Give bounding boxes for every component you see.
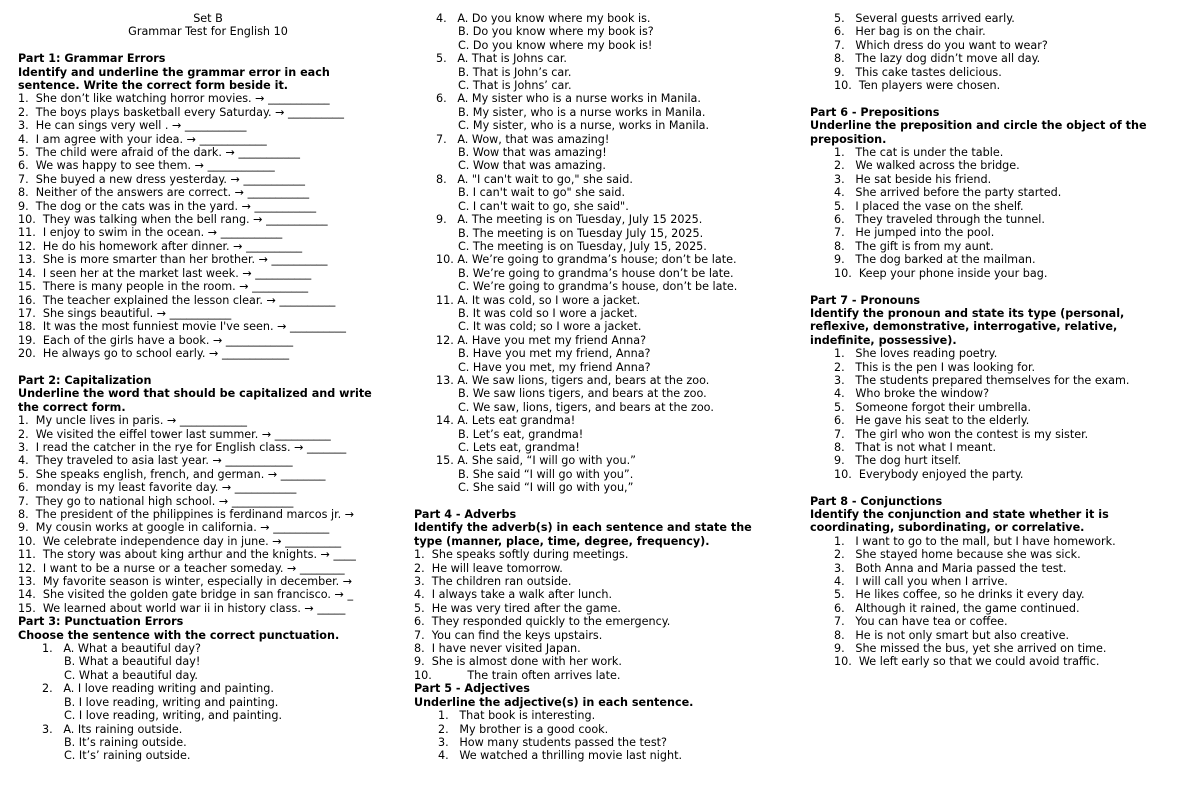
list-item: 4. I am agree with your idea. → ____________ [18, 132, 267, 146]
question-option: B. We’re going to grandma’s house don’t be late. [458, 266, 734, 280]
list-item: 2. My brother is a good cook. [438, 722, 609, 736]
part8-list [810, 535, 1190, 669]
list-item: 3. He can sings very well . → ___________ [18, 119, 247, 133]
part8-instruction-cont: coordinating, subordinating, or correlative. [810, 521, 1085, 535]
question-option: 14. A. Lets eat grandma! [436, 414, 576, 428]
question-option: B. It was cold so I wore a jacket. [458, 306, 638, 320]
list-item: 7. The girl who won the contest is my sister. [834, 427, 1089, 441]
list-item: 17. She sings beautiful. → ___________ [18, 306, 232, 320]
list-item: 2. He will leave tomorrow. [414, 561, 563, 575]
part3-heading: Part 3: Punctuation Errors [18, 615, 184, 629]
part2-instruction: Underline the word that should be capitalized and write [18, 387, 372, 401]
list-item: 7. Which dress do you want to wear? [834, 38, 1048, 52]
question-option: B. The meeting is on Tuesday July 15, 2025. [458, 226, 704, 240]
list-item: 10. Ten players were chosen. [834, 79, 1001, 93]
part4-list [414, 548, 799, 682]
part3-list-b [414, 12, 799, 495]
list-item: 10. We celebrate independence day in june. → __________ [18, 534, 342, 548]
question-option: C. Have you met, my friend Anna? [458, 360, 651, 374]
part2-heading: Part 2: Capitalization [18, 373, 152, 387]
list-item: 2. She stayed home because she was sick. [834, 548, 1081, 562]
list-item: 7. You can find the keys upstairs. [414, 628, 603, 642]
question-option: B. What a beautiful day! [64, 655, 201, 669]
part7-instruction: Identify the pronoun and state its type (personal, [810, 306, 1125, 320]
list-item: 6. They responded quickly to the emergency. [414, 615, 671, 629]
part8-instruction: Identify the conjunction and state whether it is [810, 507, 1109, 521]
list-item: 3. How many students passed the test? [438, 735, 667, 749]
part3-list-a [18, 642, 398, 763]
question-option: C. I can't wait to go, she said". [458, 199, 629, 213]
column-2 [414, 12, 799, 763]
list-item: 6. monday is my least favorite day. → ___________ [18, 481, 297, 495]
list-item: 5. She speaks english, french, and german. → ________ [18, 467, 326, 481]
list-item: 1. The cat is under the table. [834, 146, 1004, 160]
list-item: 10. The train often arrives late. [414, 668, 621, 682]
list-item: 12. He do his homework after dinner. → __________ [18, 239, 303, 253]
part5-heading: Part 5 - Adjectives [414, 682, 530, 696]
question-option: B. Let’s eat, grandma! [458, 427, 584, 441]
part4-instruction-cont: type (manner, place, time, degree, frequency). [414, 534, 710, 548]
list-item: 6. Although it rained, the game continued. [834, 601, 1080, 615]
part4-instruction: Identify the adverb(s) in each sentence and state the [414, 521, 752, 535]
list-item: 16. The teacher explained the lesson clear. → __________ [18, 293, 336, 307]
question-option: C. She said “I will go with you,” [458, 481, 634, 495]
question-option: C. Do you know where my book is! [458, 38, 653, 52]
part1-heading: Part 1: Grammar Errors [18, 52, 166, 66]
list-item: 2. The boys plays basketball every Saturday. → __________ [18, 105, 344, 119]
question-option: C. I love reading, writing, and painting. [64, 709, 283, 723]
list-item: 10. Everybody enjoyed the party. [834, 467, 1024, 481]
list-item: 11. I enjoy to swim in the ocean. → ___________ [18, 226, 283, 240]
list-item: 14. She visited the golden gate bridge in san francisco. → _ [18, 588, 354, 602]
question-option: B. It’s raining outside. [64, 735, 187, 749]
list-item: 1. That book is interesting. [438, 709, 596, 723]
question-option: B. Have you met my friend, Anna? [458, 347, 651, 361]
question-option: C. We saw, lions, tigers, and bears at the zoo. [458, 400, 714, 414]
question-option: 4. A. Do you know where my book is. [436, 12, 651, 25]
list-item: 19. Each of the girls have a book. → ____________ [18, 333, 294, 347]
part2-instruction-cont: the correct form. [18, 400, 126, 414]
question-option: B. I love reading, writing and painting. [64, 695, 279, 709]
part5-list-b [810, 12, 1190, 92]
list-item: 9. She missed the bus, yet she arrived on time. [834, 642, 1107, 656]
list-item: 4. Who broke the window? [834, 387, 990, 401]
list-item: 1. I want to go to the mall, but I have homework. [834, 534, 1116, 548]
list-item: 7. He jumped into the pool. [834, 226, 995, 240]
list-item: 5. He likes coffee, so he drinks it every day. [834, 588, 1085, 602]
question-option: B. That is John’s car. [458, 65, 572, 79]
list-item: 8. I have never visited Japan. [414, 642, 581, 656]
question-option: C. Lets eat, grandma! [458, 441, 580, 454]
list-item: 5. Someone forgot their umbrella. [834, 400, 1032, 414]
list-item: 13. My favorite season is winter, especially in december. → [18, 575, 353, 589]
part7-list [810, 347, 1190, 481]
list-item: 10. Keep your phone inside your bag. [834, 266, 1048, 280]
list-item: 6. He gave his seat to the elderly. [834, 414, 1030, 428]
question-option: 5. A. That is Johns car. [436, 52, 567, 66]
list-item: 11. The story was about king arthur and the knights. → ____ [18, 548, 356, 562]
question-option: 13. A. We saw lions, tigers and, bears at the zoo. [436, 373, 710, 387]
list-item: 9. The dog hurt itself. [834, 454, 962, 468]
question-option: B. I can't wait to go" she said. [458, 186, 626, 200]
question-option: 3. A. Its raining outside. [42, 722, 183, 736]
list-item: 9. She is almost done with her work. [414, 655, 622, 669]
question-option: 7. A. Wow, that was amazing! [436, 132, 610, 146]
list-item: 12. I want to be a nurse or a teacher someday. → ________ [18, 561, 345, 575]
question-option: B. Do you know where my book is? [458, 25, 654, 39]
list-item: 8. The lazy dog didn’t move all day. [834, 52, 1041, 66]
list-item: 9. The dog or the cats was in the yard. → ___________ [18, 199, 317, 213]
list-item: 4. I will call you when I arrive. [834, 575, 1008, 589]
column-3 [810, 12, 1190, 669]
list-item: 14. I seen her at the market last week. → __________ [18, 266, 312, 280]
part6-instruction-cont: preposition. [810, 132, 887, 146]
list-item: 2. We walked across the bridge. [834, 159, 1020, 173]
part3-instruction: Choose the sentence with the correct punctuation. [18, 628, 340, 642]
list-item: 5. He was very tired after the game. [414, 601, 621, 615]
question-option: B. Wow that was amazing! [458, 146, 607, 160]
part1-instruction: Identify and underline the grammar error in each [18, 65, 330, 79]
part8-heading: Part 8 - Conjunctions [810, 494, 943, 508]
part7-instruction-cont-2: indefinite, possessive). [810, 333, 957, 347]
list-item: 1. She speaks softly during meetings. [414, 548, 629, 562]
part4-heading: Part 4 - Adverbs [414, 508, 517, 522]
question-option: 8. A. "I can't wait to go," she said. [436, 172, 633, 186]
part7-instruction-cont: reflexive, demonstrative, interrogative, relative, [810, 320, 1118, 334]
list-item: 15. We learned about world war ii in history class. → _____ [18, 601, 346, 615]
list-item: 3. Both Anna and Maria passed the test. [834, 561, 1067, 575]
part5-instruction: Underline the adjective(s) in each sentence. [414, 695, 694, 709]
question-option: C. The meeting is on Tuesday, July 15, 2025. [458, 239, 707, 253]
list-item: 9. This cake tastes delicious. [834, 65, 1002, 79]
question-option: B. She said “I will go with you”. [458, 467, 634, 481]
list-item: 5. The child were afraid of the dark. → ___________ [18, 146, 300, 160]
list-item: 13. She is more smarter than her brother. → __________ [18, 253, 328, 267]
list-item: 3. I read the catcher in the rye for English class. → _______ [18, 440, 347, 454]
question-option: C. Wow that was amazing. [458, 159, 606, 173]
list-item: 5. Several guests arrived early. [834, 12, 1015, 25]
list-item: 4. I always take a walk after lunch. [414, 588, 613, 602]
question-option: B. We saw lions tigers, and bears at the zoo. [458, 387, 707, 401]
list-item: 7. You can have tea or coffee. [834, 615, 1008, 629]
question-option: 9. A. The meeting is on Tuesday, July 15 2025. [436, 213, 703, 227]
list-item: 18. It was the most funniest movie I've seen. → __________ [18, 320, 346, 334]
list-item: 6. We was happy to see them. → ____________ [18, 159, 275, 173]
list-item: 6. Her bag is on the chair. [834, 25, 986, 39]
question-option: C. My sister, who is a nurse, works in Manila. [458, 119, 710, 133]
list-item: 8. That is not what I meant. [834, 440, 997, 454]
question-option: 1. A. What a beautiful day? [42, 642, 201, 656]
list-item: 8. The gift is from my aunt. [834, 239, 994, 253]
part6-instruction: Underline the preposition and circle the object of the [810, 119, 1147, 133]
list-item: 1. She don’t like watching horror movies. → ___________ [18, 92, 330, 106]
list-item: 4. They traveled to asia last year. → ____________ [18, 454, 293, 468]
question-option: C. It was cold; so I wore a jacket. [458, 320, 642, 334]
question-option: C. We’re going to grandma’s house, don’t be late. [458, 280, 738, 294]
list-item: 2. We visited the eiffel tower last summer. → __________ [18, 427, 331, 441]
list-item: 3. He sat beside his friend. [834, 172, 992, 186]
list-item: 6. They traveled through the tunnel. [834, 213, 1045, 227]
question-option: 2. A. I love reading writing and painting. [42, 682, 274, 696]
part1-list [18, 92, 398, 360]
list-item: 7. They go to national high school. → ___________ [18, 494, 294, 508]
question-option: C. It’s’ raining outside. [64, 749, 191, 763]
part6-list [810, 146, 1190, 280]
question-option: 15. A. She said, “I will go with you.” [436, 454, 636, 468]
question-option: 10. A. We’re going to grandma’s house; don’t be late. [436, 253, 737, 267]
question-option: 11. A. It was cold, so I wore a jacket. [436, 293, 641, 307]
part6-heading: Part 6 - Prepositions [810, 105, 940, 119]
list-item: 4. We watched a thrilling movie last night. [438, 749, 683, 763]
question-option: C. What a beautiful day. [64, 668, 198, 682]
list-item: 9. The dog barked at the mailman. [834, 253, 1036, 267]
list-item: 5. I placed the vase on the shelf. [834, 199, 1024, 213]
list-item: 7. She buyed a new dress yesterday. → ___________ [18, 172, 305, 186]
list-item: 4. She arrived before the party started. [834, 186, 1062, 200]
list-item: 10. We left early so that we could avoid traffic. [834, 655, 1100, 669]
question-option: 12. A. Have you met my friend Anna? [436, 333, 647, 347]
question-option: 6. A. My sister who is a nurse works in Manila. [436, 92, 701, 106]
part2-list [18, 414, 398, 615]
list-item: 10. They was talking when the bell rang. → ___________ [18, 213, 328, 227]
part7-heading: Part 7 - Pronouns [810, 293, 921, 307]
list-item: 8. Neither of the answers are correct. → ___________ [18, 186, 310, 200]
list-item: 3. The students prepared themselves for the exam. [834, 373, 1130, 387]
list-item: 8. He is not only smart but also creative. [834, 628, 1070, 642]
test-title: Grammar Test for English 10 [128, 25, 288, 39]
part5-list-a [414, 709, 799, 763]
list-item: 20. He always go to school early. → ____________ [18, 347, 290, 361]
list-item: 3. The children ran outside. [414, 575, 572, 589]
question-option: B. My sister, who is a nurse works in Manila. [458, 105, 706, 119]
set-label: Set B [193, 12, 223, 25]
list-item: 1. She loves reading poetry. [834, 347, 998, 361]
question-option: C. That is Johns’ car. [458, 79, 572, 93]
list-item: 9. My cousin works at google in california. → __________ [18, 521, 330, 535]
column-1 [18, 12, 398, 763]
list-item: 8. The president of the philippines is ferdinand marcos jr. → [18, 508, 355, 521]
part1-instruction-cont: sentence. Write the correct form beside it. [18, 79, 289, 93]
list-item: 15. There is many people in the room. → __________ [18, 280, 309, 294]
list-item: 2. This is the pen I was looking for. [834, 360, 1036, 374]
list-item: 1. My uncle lives in paris. → ____________ [18, 414, 248, 428]
